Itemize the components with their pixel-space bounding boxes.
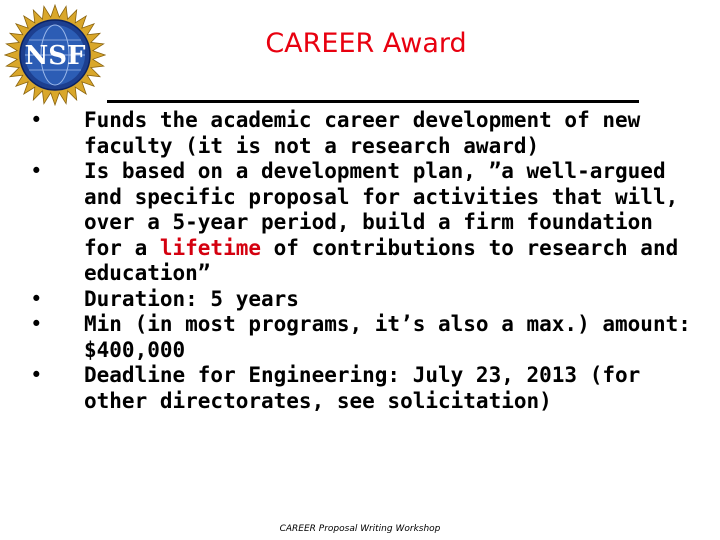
bullet-item [22, 287, 702, 313]
bullet-text: Deadline for Engineering: July 23, 2013 (for other directorates, see solicitation) [84, 363, 641, 413]
bullet-text: Duration: 5 years [84, 286, 299, 311]
bullet-dot: • [30, 363, 43, 387]
bullet-dot: • [30, 312, 43, 336]
bullet-text-before: Is based on a development plan, ”a well-argued and specific proposal for activities that will, over a 5-year period, build a firm foundation for a [84, 159, 679, 260]
bullet-item [22, 108, 702, 159]
bullet-item [22, 312, 702, 363]
bullet-dot: • [30, 108, 43, 132]
bullet-list [22, 108, 702, 414]
bullet-text: Funds the academic career development of new faculty (it is not a research award) [84, 108, 641, 158]
bullet-text-after: of contributions to research and education” [84, 235, 679, 285]
bullet-text: Min (in most programs, it’s also a max.) amount: $400,000 [84, 312, 691, 362]
highlighted-word: lifetime [159, 235, 262, 260]
bullet-dot: • [30, 159, 43, 183]
footer-text: CAREER Proposal Writing Workshop [279, 524, 441, 534]
bullet-dot: • [30, 286, 43, 311]
svg-text:NSF: NSF [24, 41, 86, 71]
title-underline [107, 100, 639, 103]
bullet-item [22, 363, 702, 414]
slide-title: CAREER Award [265, 28, 467, 59]
bullet-item [22, 159, 702, 287]
